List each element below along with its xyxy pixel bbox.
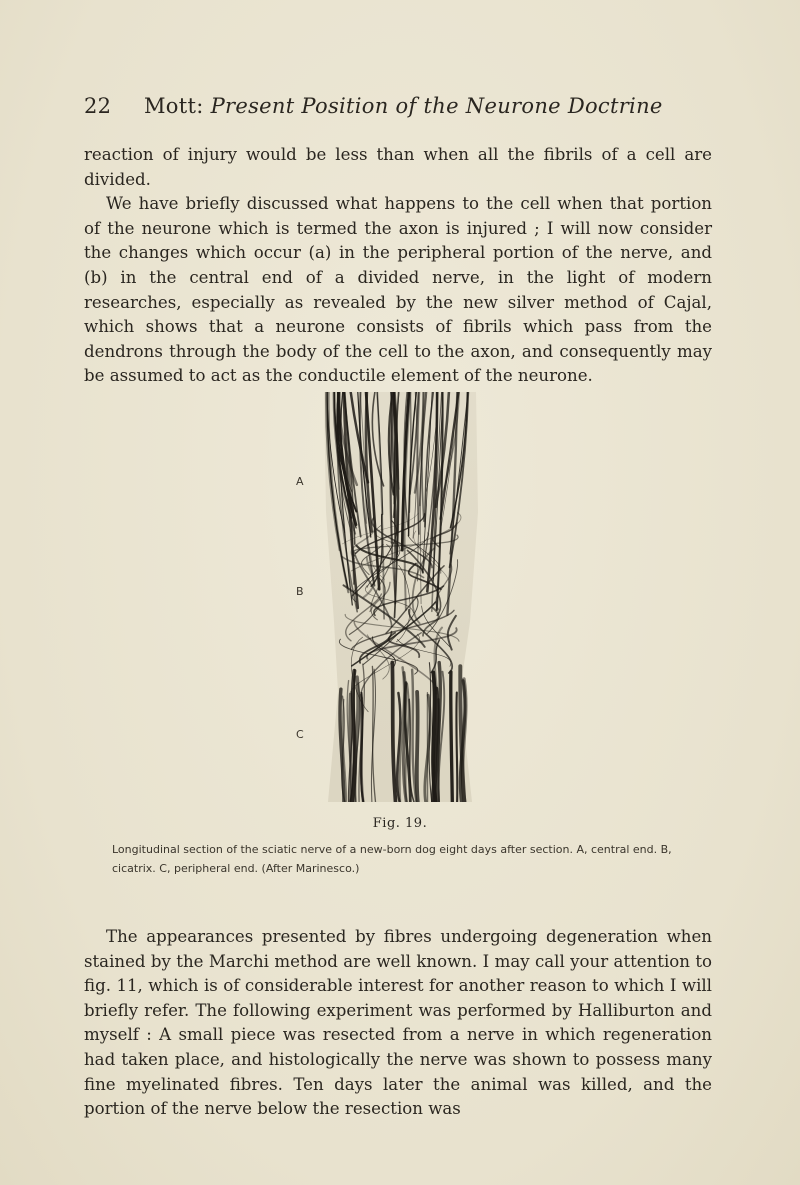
fibre-bundle (456, 693, 457, 803)
fibre-strand (394, 392, 395, 504)
header-separator: : (196, 94, 211, 118)
fibre-bundle (417, 692, 418, 802)
body-text-bottom (84, 925, 712, 1122)
page-number: 22 (84, 94, 112, 118)
figure-letter-a: A (296, 475, 304, 488)
figure-letter-b: B (296, 585, 304, 598)
nerve-section-illustration (320, 392, 480, 802)
running-header (84, 94, 724, 118)
figure-label: Fig. 19. (372, 816, 428, 831)
figure-plate (320, 392, 480, 802)
fibre-bundle (451, 672, 453, 802)
fibre-bundle (352, 671, 355, 802)
body-text-top (84, 143, 712, 389)
header-author: Mott (144, 94, 197, 118)
header-title: Present Position of the Neurone Doctrine (210, 94, 663, 118)
paragraph-1: reaction of injury would be less than when all the fibrils of a cell are divided. (84, 145, 712, 189)
figure-caption: Longitudinal section of the sciatic nerve of a new-born dog eight days after section. A, central end. B, cicatrix. C, peripheral end. (After Marinesco.) (112, 843, 672, 875)
paragraph-2: We have briefly discussed what happens to the cell when that portion of the neurone which is termed the axon is injured ; I will now consider the changes which occur (a) in the peripheral portion of the nerve, and (b) in the central end of a divided nerve, in the light of modern researches, especially as revealed by the new silver method of Cajal, which shows that a neurone consists of fibrils which pass from the dendrons through the body of the cell to the axon, and consequently may be assumed to act as the conductile element of the neurone. (84, 194, 712, 386)
paragraph-3: The appearances presented by fibres undergoing degeneration when stained by the Marchi method are well known. I may call your attention to fig. 11, which is of considerable interest for another reason to which I will briefly refer. The following experiment was performed by Halliburton and myself : A small piece was resected from a nerve in which regeneration had taken place, and histologically the nerve was shown to possess many fine myelinated fibres. Ten days later the animal was killed, and the portion of the nerve below the resection was (84, 927, 712, 1119)
figure-letter-c: C (296, 728, 304, 741)
